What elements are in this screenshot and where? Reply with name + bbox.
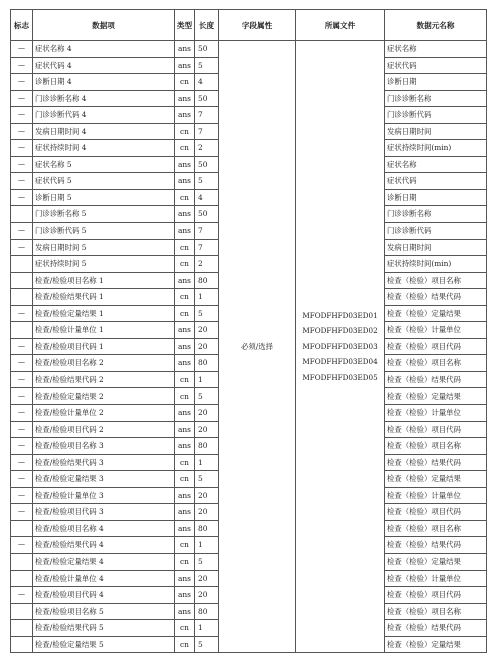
length-cell: 4: [195, 189, 219, 206]
item-cell: 检查/检验计量单位 4: [33, 570, 175, 587]
length-cell: 1: [195, 289, 219, 306]
element-name-cell: 检查（检验）结果代码: [385, 289, 487, 306]
flag-cell: —: [11, 454, 33, 471]
element-name-cell: 症状持续时间(min): [385, 140, 487, 157]
flag-cell: [11, 603, 33, 620]
item-cell: 检查/检验结果代码 3: [33, 454, 175, 471]
item-cell: 门诊诊断名称 5: [33, 206, 175, 223]
data-item-table: [10, 9, 487, 653]
file-code: MFODFHFD03ED01: [302, 310, 378, 320]
file-code: MFODFHFD03ED05: [302, 372, 378, 382]
length-cell: 1: [195, 454, 219, 471]
type-cell: ans: [175, 603, 195, 620]
length-cell: 80: [195, 520, 219, 537]
element-name-cell: 检查（检验）定量结果: [385, 553, 487, 570]
item-cell: 检查/检验定量结果 1: [33, 305, 175, 322]
item-cell: 检查/检验项目代码 2: [33, 421, 175, 438]
flag-cell: —: [11, 471, 33, 488]
length-cell: 2: [195, 140, 219, 157]
type-cell: cn: [175, 620, 195, 637]
header-row: [11, 10, 487, 41]
item-cell: 检查/检验计量单位 3: [33, 487, 175, 504]
flag-cell: —: [11, 57, 33, 74]
flag-cell: —: [11, 123, 33, 140]
type-cell: ans: [175, 173, 195, 190]
element-name-cell: 检查（检验）结果代码: [385, 371, 487, 388]
item-cell: 症状代码 5: [33, 173, 175, 190]
type-cell: ans: [175, 206, 195, 223]
element-name-cell: 症状名称: [385, 41, 487, 58]
element-name-cell: 检查（检验）结果代码: [385, 620, 487, 637]
type-cell: cn: [175, 371, 195, 388]
header-length: 长度: [195, 10, 219, 41]
type-cell: cn: [175, 256, 195, 273]
item-cell: 检查/检验项目名称 2: [33, 355, 175, 372]
element-name-cell: 门诊诊断名称: [385, 206, 487, 223]
type-cell: ans: [175, 487, 195, 504]
type-cell: cn: [175, 471, 195, 488]
type-cell: cn: [175, 140, 195, 157]
item-cell: 检查/检验定量结果 2: [33, 388, 175, 405]
file-code: MFODFHFD03ED02: [302, 326, 378, 336]
length-cell: 5: [195, 553, 219, 570]
length-cell: 20: [195, 487, 219, 504]
element-name-cell: 检查（检验）项目代码: [385, 421, 487, 438]
flag-cell: [11, 272, 33, 289]
element-name-cell: 检查（检验）定量结果: [385, 636, 487, 653]
type-cell: ans: [175, 570, 195, 587]
length-cell: 50: [195, 90, 219, 107]
element-name-cell: 检查（检验）项目代码: [385, 504, 487, 521]
type-cell: ans: [175, 504, 195, 521]
flag-cell: [11, 206, 33, 223]
element-name-cell: 检查（检验）结果代码: [385, 454, 487, 471]
type-cell: ans: [175, 338, 195, 355]
length-cell: 5: [195, 636, 219, 653]
table-row: [11, 41, 487, 58]
item-cell: 检查/检验结果代码 1: [33, 289, 175, 306]
flag-cell: —: [11, 239, 33, 256]
type-cell: cn: [175, 388, 195, 405]
length-cell: 20: [195, 421, 219, 438]
element-name-cell: 检查（检验）项目名称: [385, 520, 487, 537]
element-name-cell: 检查（检验）项目代码: [385, 587, 487, 604]
element-name-cell: 诊断日期: [385, 189, 487, 206]
flag-cell: —: [11, 405, 33, 422]
item-cell: 症状名称 4: [33, 41, 175, 58]
flag-cell: —: [11, 107, 33, 124]
item-cell: 检查/检验结果代码 2: [33, 371, 175, 388]
length-cell: 5: [195, 173, 219, 190]
element-name-cell: 发病日期时间: [385, 239, 487, 256]
element-name-cell: 症状名称: [385, 156, 487, 173]
element-name-cell: 门诊诊断代码: [385, 223, 487, 240]
flag-cell: —: [11, 223, 33, 240]
element-name-cell: 检查（检验）项目名称: [385, 438, 487, 455]
flag-cell: [11, 520, 33, 537]
item-cell: 检查/检验定量结果 4: [33, 553, 175, 570]
type-cell: ans: [175, 405, 195, 422]
type-cell: cn: [175, 537, 195, 554]
flag-cell: —: [11, 421, 33, 438]
type-cell: cn: [175, 189, 195, 206]
item-cell: 症状持续时间 4: [33, 140, 175, 157]
type-cell: cn: [175, 239, 195, 256]
flag-cell: [11, 289, 33, 306]
length-cell: 80: [195, 603, 219, 620]
item-cell: 诊断日期 5: [33, 189, 175, 206]
flag-cell: [11, 636, 33, 653]
item-cell: 门诊诊断代码 4: [33, 107, 175, 124]
type-cell: ans: [175, 156, 195, 173]
header-flag: 标志: [11, 10, 33, 41]
type-cell: ans: [175, 520, 195, 537]
header-type: 类型: [175, 10, 195, 41]
length-cell: 5: [195, 471, 219, 488]
header-file: 所属文件: [296, 10, 385, 41]
item-cell: 发病日期时间 4: [33, 123, 175, 140]
file-cell: [296, 41, 385, 653]
flag-cell: —: [11, 140, 33, 157]
item-cell: 检查/检验项目名称 3: [33, 438, 175, 455]
length-cell: 80: [195, 272, 219, 289]
flag-cell: —: [11, 173, 33, 190]
length-cell: 80: [195, 438, 219, 455]
element-name-cell: 检查（检验）定量结果: [385, 305, 487, 322]
flag-cell: —: [11, 504, 33, 521]
length-cell: 20: [195, 322, 219, 339]
flag-cell: —: [11, 41, 33, 58]
type-cell: cn: [175, 289, 195, 306]
type-cell: cn: [175, 74, 195, 91]
length-cell: 20: [195, 338, 219, 355]
type-cell: ans: [175, 57, 195, 74]
flag-cell: [11, 322, 33, 339]
flag-cell: —: [11, 90, 33, 107]
item-cell: 诊断日期 4: [33, 74, 175, 91]
flag-cell: [11, 620, 33, 637]
length-cell: 5: [195, 57, 219, 74]
length-cell: 50: [195, 206, 219, 223]
field-attribute-cell: 必须/选择: [219, 41, 296, 653]
element-name-cell: 检查（检验）项目名称: [385, 355, 487, 372]
element-name-cell: 发病日期时间: [385, 123, 487, 140]
flag-cell: —: [11, 338, 33, 355]
flag-cell: [11, 570, 33, 587]
flag-cell: —: [11, 587, 33, 604]
length-cell: 5: [195, 388, 219, 405]
type-cell: ans: [175, 322, 195, 339]
type-cell: ans: [175, 90, 195, 107]
length-cell: 5: [195, 305, 219, 322]
flag-cell: —: [11, 189, 33, 206]
type-cell: ans: [175, 107, 195, 124]
item-cell: 检查/检验结果代码 5: [33, 620, 175, 637]
item-cell: 门诊诊断名称 4: [33, 90, 175, 107]
item-cell: 发病日期时间 5: [33, 239, 175, 256]
table-body: [11, 41, 487, 653]
flag-cell: —: [11, 487, 33, 504]
length-cell: 20: [195, 587, 219, 604]
element-name-cell: 症状代码: [385, 173, 487, 190]
item-cell: 检查/检验项目名称 1: [33, 272, 175, 289]
element-name-cell: 检查（检验）项目代码: [385, 338, 487, 355]
header-item: 数据项: [33, 10, 175, 41]
file-code: MFODFHFD03ED03: [302, 341, 378, 351]
item-cell: 检查/检验结果代码 4: [33, 537, 175, 554]
flag-cell: —: [11, 537, 33, 554]
item-cell: 门诊诊断代码 5: [33, 223, 175, 240]
item-cell: 检查/检验项目代码 1: [33, 338, 175, 355]
length-cell: 1: [195, 537, 219, 554]
item-cell: 检查/检验项目代码 3: [33, 504, 175, 521]
flag-cell: —: [11, 438, 33, 455]
file-code: MFODFHFD03ED04: [302, 357, 378, 367]
item-cell: 症状代码 4: [33, 57, 175, 74]
element-name-cell: 诊断日期: [385, 74, 487, 91]
type-cell: cn: [175, 553, 195, 570]
flag-cell: —: [11, 305, 33, 322]
element-name-cell: 症状持续时间(min): [385, 256, 487, 273]
item-cell: 检查/检验定量结果 3: [33, 471, 175, 488]
length-cell: 1: [195, 371, 219, 388]
item-cell: 检查/检验项目名称 4: [33, 520, 175, 537]
item-cell: 检查/检验项目名称 5: [33, 603, 175, 620]
length-cell: 20: [195, 405, 219, 422]
item-cell: 检查/检验项目代码 4: [33, 587, 175, 604]
type-cell: ans: [175, 272, 195, 289]
type-cell: cn: [175, 123, 195, 140]
flag-cell: [11, 256, 33, 273]
type-cell: cn: [175, 305, 195, 322]
type-cell: ans: [175, 587, 195, 604]
length-cell: 7: [195, 239, 219, 256]
flag-cell: —: [11, 355, 33, 372]
header-elem: 数据元名称: [385, 10, 487, 41]
element-name-cell: 症状代码: [385, 57, 487, 74]
flag-cell: —: [11, 371, 33, 388]
item-cell: 检查/检验定量结果 5: [33, 636, 175, 653]
type-cell: ans: [175, 41, 195, 58]
length-cell: 7: [195, 123, 219, 140]
type-cell: ans: [175, 438, 195, 455]
length-cell: 7: [195, 107, 219, 124]
flag-cell: —: [11, 74, 33, 91]
element-name-cell: 检查（检验）计量单位: [385, 487, 487, 504]
type-cell: ans: [175, 421, 195, 438]
flag-cell: —: [11, 388, 33, 405]
item-cell: 症状名称 5: [33, 156, 175, 173]
length-cell: 80: [195, 355, 219, 372]
type-cell: ans: [175, 223, 195, 240]
element-name-cell: 检查（检验）结果代码: [385, 537, 487, 554]
length-cell: 20: [195, 570, 219, 587]
length-cell: 2: [195, 256, 219, 273]
type-cell: ans: [175, 355, 195, 372]
flag-cell: [11, 553, 33, 570]
length-cell: 4: [195, 74, 219, 91]
type-cell: cn: [175, 636, 195, 653]
element-name-cell: 检查（检验）项目名称: [385, 272, 487, 289]
flag-cell: —: [11, 156, 33, 173]
length-cell: 50: [195, 41, 219, 58]
element-name-cell: 检查（检验）定量结果: [385, 471, 487, 488]
item-cell: 检查/检验计量单位 1: [33, 322, 175, 339]
element-name-cell: 检查（检验）定量结果: [385, 388, 487, 405]
element-name-cell: 检查（检验）计量单位: [385, 322, 487, 339]
header-attr: 字段属性: [219, 10, 296, 41]
element-name-cell: 检查（检验）项目名称: [385, 603, 487, 620]
type-cell: cn: [175, 454, 195, 471]
item-cell: 症状持续时间 5: [33, 256, 175, 273]
length-cell: 20: [195, 504, 219, 521]
element-name-cell: 检查（检验）计量单位: [385, 405, 487, 422]
length-cell: 7: [195, 223, 219, 240]
length-cell: 50: [195, 156, 219, 173]
element-name-cell: 门诊诊断名称: [385, 90, 487, 107]
element-name-cell: 检查（检验）计量单位: [385, 570, 487, 587]
length-cell: 1: [195, 620, 219, 637]
item-cell: 检查/检验计量单位 2: [33, 405, 175, 422]
element-name-cell: 门诊诊断代码: [385, 107, 487, 124]
